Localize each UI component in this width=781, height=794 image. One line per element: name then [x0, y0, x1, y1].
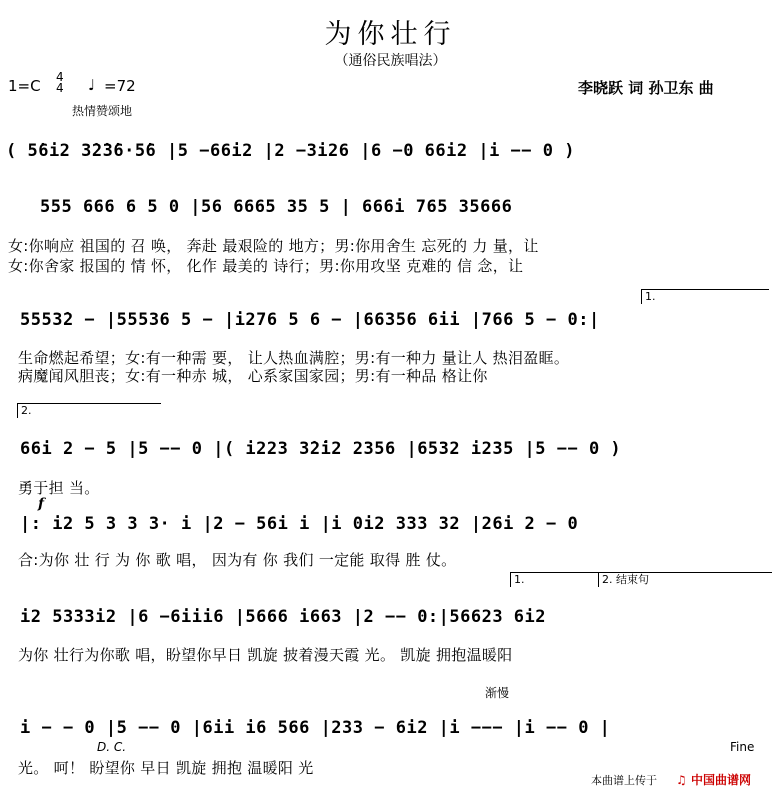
song-title: 为你壮行 — [324, 19, 457, 50]
lyric-line-1: 女:你响应 祖国的 召 唤， 奔赴 最艰险的 地方；男:你用舍生 忘死的 力 量，让 — [8, 237, 539, 255]
lyric-line-8: 光。 呵！ 盼望你 早日 凯旋 拥抱 温暖阳 光 — [18, 759, 314, 777]
volta-first-ending-b: 1. — [510, 572, 599, 587]
time-sig-bottom: 4 — [56, 81, 64, 95]
volta-ending-coda: 2. 结束句 — [598, 572, 772, 587]
ritardando-mark: 渐慢 — [485, 686, 510, 700]
tempo-marking: =72 — [104, 77, 136, 95]
fine-mark: Fine — [730, 740, 755, 754]
time-signature — [56, 72, 64, 94]
footer-site-name: 中国曲谱网 — [690, 773, 751, 787]
notation-row-7: i − − 0 |5 −− 0 |6ii i6 566 |233 − 6i2 |i −−− |i −− 0 | — [20, 718, 611, 738]
lyric-line-3: 生命燃起希望；女:有一种需 要， 让人热血满腔；男:有一种力 量让人 热泪盈眶。 — [18, 349, 570, 367]
site-logo-icon: ♫ — [676, 773, 687, 787]
lyric-line-6: 合:为你 壮 行 为 你 歌 唱， 因为有 你 我们 一定能 取得 胜 仗。 — [18, 551, 457, 569]
forte-mark: f — [38, 496, 45, 512]
notation-row-4: 66i 2 − 5 |5 −− 0 |( i223 3̇2̇i2 2356 |6532 i235 |5 −− 0 ) — [20, 439, 622, 459]
key-signature: 1=C — [8, 77, 41, 95]
notation-row-1: ( 5̇6i2 3̇2̇3̇6·5̇6 |5 −66i2 |2 −3i26 |6 −0 66i2 |i −− 0 ) — [6, 141, 575, 161]
notation-row-2: 555 666 6 5 0 |56 6665 35 5 | 666i 765 35666 — [40, 197, 513, 217]
expression-marking: 热情赞颂地 — [72, 104, 133, 118]
notation-row-6: i2 5333i2 |6 −6iii6 |5666 i663 |2 −− 0:|56623 6i2 — [20, 607, 547, 627]
song-subtitle: （通俗民族唱法） — [334, 53, 447, 69]
notation-row-5: |: i2 5 3 3 3· i |2 − 56i i |i 0i2 333 32 |26i 2 − 0 — [20, 514, 579, 534]
dc-mark: D. C. — [97, 740, 127, 754]
lyric-line-7: 为你 壮行为你歌 唱，盼望你早日 凯旋 披着漫天霞 光。 凯旋 拥抱温暖阳 — [18, 646, 513, 664]
lyric-line-4: 病魔闻风胆丧；女:有一种赤 城， 心系家国家园；男:有一种品 格让你 — [18, 367, 488, 385]
notation-row-3: 5553̇2 − |55536 5 − |i276 5 6 − |66356 6ii |766 5 − 0:| — [20, 310, 600, 330]
time-sig-top: 4 — [56, 70, 64, 84]
volta-first-ending: 1. — [641, 289, 769, 304]
footer-upload-text: 本曲谱上传于 — [591, 774, 657, 787]
credits: 李晓跃 词 孙卫东 曲 — [578, 79, 714, 97]
lyric-line-5: 勇于担 当。 — [18, 479, 100, 497]
lyric-line-2: 女:你舍家 报国的 情 怀， 化作 最美的 诗行；男:你用攻坚 克难的 信 念，让 — [8, 257, 524, 275]
tempo-note-icon: ♩ — [88, 76, 96, 94]
footer-site-logo[interactable] — [676, 771, 751, 788]
volta-second-ending: 2. — [17, 403, 161, 418]
